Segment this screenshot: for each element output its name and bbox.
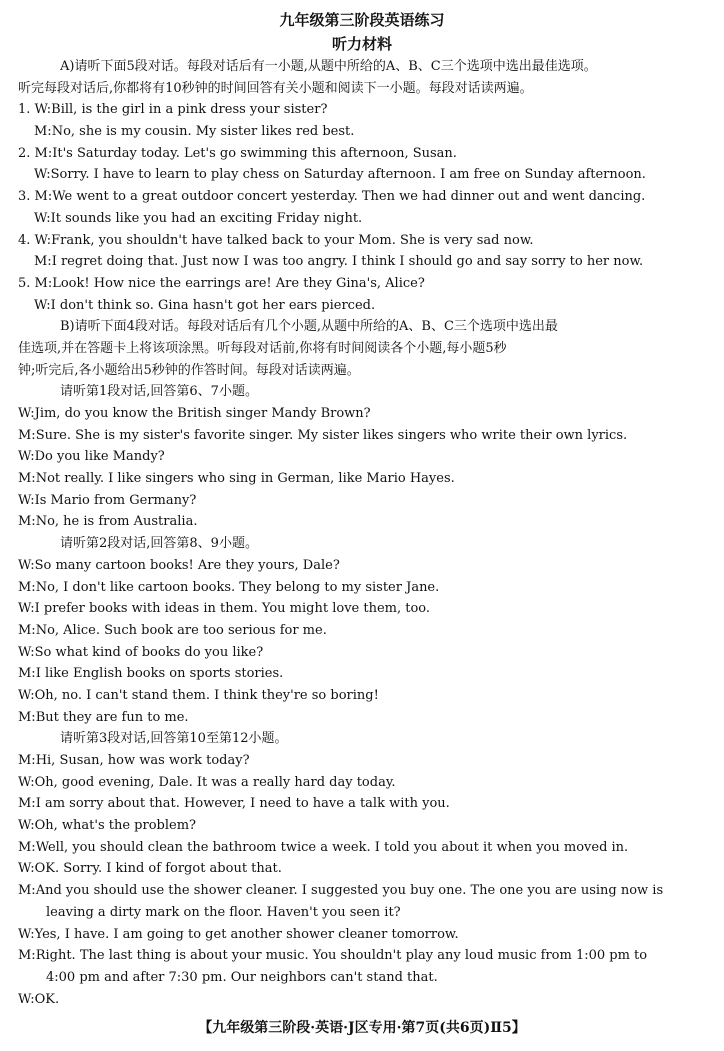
dialog-line: M:And you should use the shower cleaner. I suggested you buy one. The one you are using now is — [18, 883, 664, 899]
document-body — [18, 56, 712, 1010]
dialog-line: 3. M:We went to a great outdoor concert yesterday. Then we had dinner out and went dancing. — [18, 189, 646, 205]
section-a-intro: A)请听下面5段对话。每段对话后有一小题,从题中所给的A、B、C三个选项中选出最佳选项。 — [60, 59, 597, 74]
dialog-line: W:Jim, do you know the British singer Mandy Brown? — [18, 406, 371, 421]
dialog-line: M:Not really. I like singers who sing in German, like Mario Hayes. — [18, 471, 455, 487]
dialog-line: M:No, I don't like cartoon books. They belong to my sister Jane. — [18, 579, 440, 595]
dialog-line: W:OK. Sorry. I kind of forgot about that. — [18, 861, 282, 877]
dialog-line-cont: 4:00 pm and after 7:30 pm. Our neighbors can't stand that. — [46, 969, 438, 985]
dialog-line: W:So what kind of books do you like? — [18, 644, 264, 660]
dialog-line: M:I am sorry about that. However, I need to have a talk with you. — [18, 796, 450, 812]
dialog-heading: 请听第2段对话,回答第8、9小题。 — [60, 536, 258, 552]
section-a-intro-cont: 听完每段对话后,你都将有10秒钟的时间回答有关小题和阅读下一小题。每段对话读两遍。 — [18, 80, 533, 96]
dialog-line: W:OK. — [18, 991, 60, 1007]
dialog-line: W:It sounds like you had an exciting Friday night. — [34, 210, 363, 226]
dialog-line: W:So many cartoon books! Are they yours, Dale? — [18, 557, 340, 573]
dialog-line: M:No, he is from Australia. — [18, 514, 198, 530]
section-b-intro-cont: 佳选项,并在答题卡上将该项涂黑。听每段对话前,你将有时间阅读各个小题,每小题5秒 — [18, 340, 507, 356]
dialog-line: M:No, she is my cousin. My sister likes red best. — [34, 124, 355, 140]
dialog-line: W:Oh, what's the problem? — [18, 818, 197, 834]
dialog-line: M:Well, you should clean the bathroom twice a week. I told you about it when you moved in. — [18, 839, 629, 855]
page-subtitle: 听力材料 — [331, 35, 392, 53]
dialog-line: 5. M:Look! How nice the earrings are! Are they Gina's, Alice? — [18, 275, 425, 291]
dialog-line: M:But they are fun to me. — [18, 709, 189, 725]
dialog-line: M:I regret doing that. Just now I was too angry. I think I should go and say sorry to her now. — [34, 254, 644, 270]
page-footer: 【九年级第三阶段·英语·J区专用·第7页(共6页)Ⅱ5】 — [198, 1020, 526, 1036]
dialog-line: W:Is Mario from Germany? — [18, 492, 197, 508]
dialog-line: M:Right. The last thing is about your music. You shouldn't play any loud music from 1:00 pm to — [18, 948, 648, 964]
dialog-line: 2. M:It's Saturday today. Let's go swimming this afternoon, Susan. — [18, 145, 457, 161]
dialog-heading: 请听第1段对话,回答第6、7小题。 — [60, 384, 258, 400]
dialog-line: 1. W:Bill, is the girl in a pink dress your sister? — [18, 102, 328, 118]
dialog-heading: 请听第3段对话,回答第10至第12小题。 — [60, 731, 288, 747]
dialog-line: M:I like English books on sports stories. — [18, 666, 284, 682]
dialog-line: M:Sure. She is my sister's favorite singer. My sister likes singers who write their own lyrics. — [18, 427, 628, 443]
dialog-line: W:I don't think so. Gina hasn't got her ears pierced. — [34, 297, 376, 313]
dialog-line: W:Sorry. I have to learn to play chess on Saturday afternoon. I am free on Sunday afternoon. — [34, 167, 646, 183]
section-b-intro: B)请听下面4段对话。每段对话后有几个小题,从题中所给的A、B、C三个选项中选出最 — [60, 319, 558, 335]
dialog-line: W:Yes, I have. I am going to get another shower cleaner tomorrow. — [18, 926, 459, 942]
dialog-line: W:I prefer books with ideas in them. You might love them, too. — [18, 601, 431, 617]
dialog-line: W:Do you like Mandy? — [18, 449, 165, 465]
dialog-line-cont: leaving a dirty mark on the floor. Haven't you seen it? — [46, 904, 401, 920]
dialog-line: M:Hi, Susan, how was work today? — [18, 753, 250, 768]
dialog-line: M:No, Alice. Such book are too serious for me. — [18, 622, 327, 638]
page-title: 九年级第三阶段英语练习 — [279, 11, 445, 29]
dialog-line: 4. W:Frank, you shouldn't have talked back to your Mom. She is very sad now. — [18, 232, 534, 248]
dialog-line: W:Oh, no. I can't stand them. I think they're so boring! — [18, 687, 379, 703]
section-b-intro-cont: 钟;听完后,各小题给出5秒钟的作答时间。每段对话读两遍。 — [18, 362, 360, 378]
dialog-line: W:Oh, good evening, Dale. It was a really hard day today. — [18, 774, 396, 790]
